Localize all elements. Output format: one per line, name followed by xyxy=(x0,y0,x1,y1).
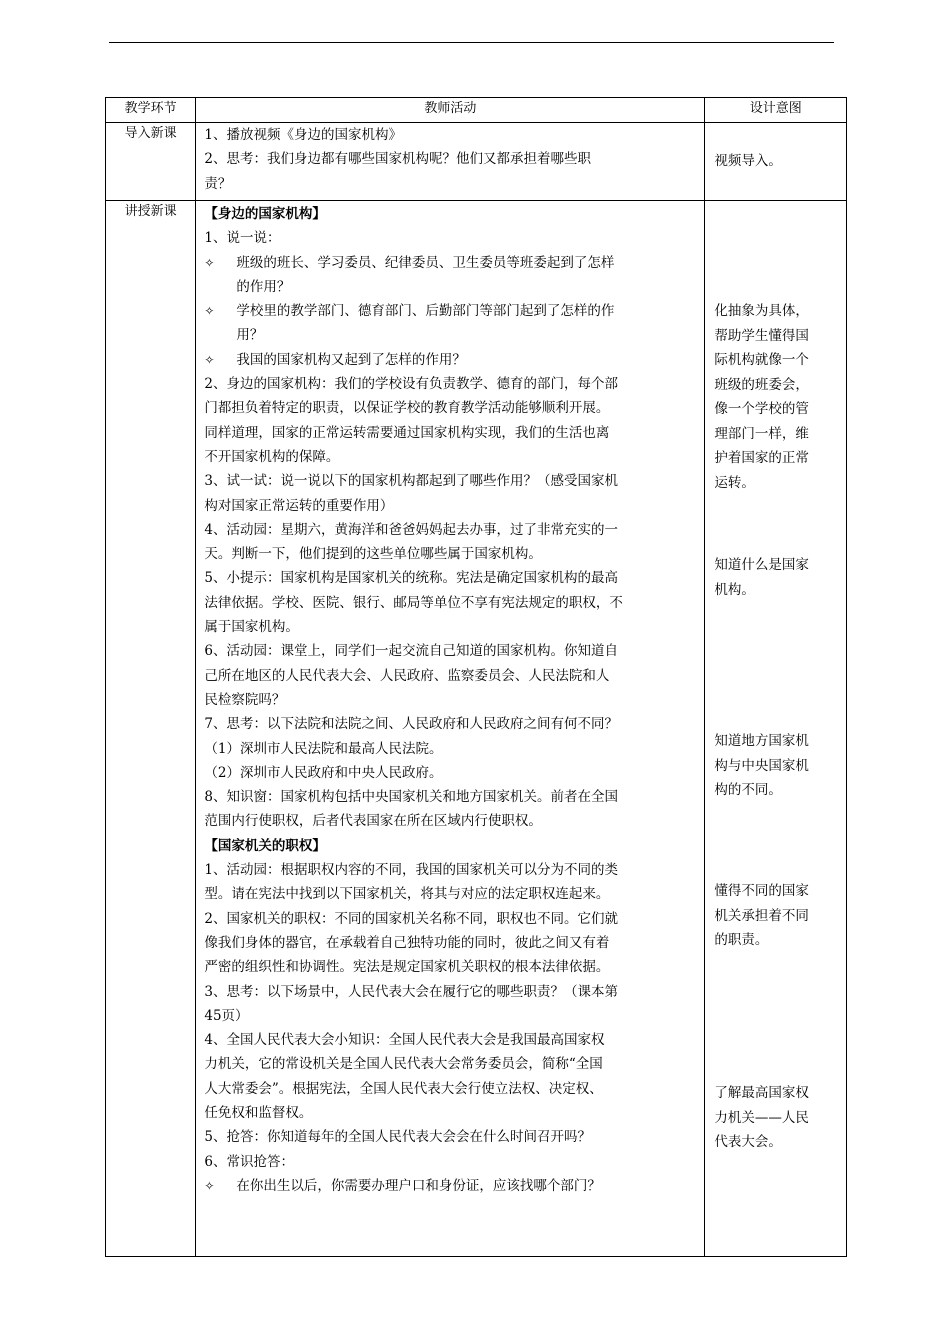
diamond-bullet-icon: ✧ xyxy=(204,1178,215,1193)
activity-line: 范围内行使职权，后者代表国家在所在区域内行使职权。 xyxy=(204,813,542,830)
bullet-line: 在你出生以后，你需要办理户口和身份证，应该找哪个部门？ xyxy=(236,1177,601,1194)
header-stage: 教学环节 xyxy=(106,98,196,123)
activity-line: 8、知识窗：国家机构包括中央国家机关和地方国家机关。前者在全国 xyxy=(204,789,618,806)
activity-line: 型。请在宪法中找到以下国家机关，将其与对应的法定职权连起来。 xyxy=(204,886,610,903)
teach-notes xyxy=(705,201,847,1257)
intro-line: 1、播放视频《身边的国家机构》 xyxy=(204,127,402,143)
activity-line: 1、活动园：根据职权内容的不同，我国的国家机关可以分为不同的类 xyxy=(204,862,618,879)
activity-line: 4、活动园：星期六，黄海洋和爸爸妈妈起去办事，过了非常充实的一 xyxy=(204,521,618,538)
section-title-agency-powers: 【国家机关的职权】 xyxy=(204,837,326,854)
design-note xyxy=(714,553,842,602)
note-line: 护着国家的正常 xyxy=(714,450,809,466)
activity-line: 不开国家机构的保障。 xyxy=(204,448,340,465)
activity-line: 45页） xyxy=(204,1007,249,1024)
activity-line: 力机关，它的常设机关是全国人民代表大会常务委员会，简称“全国 xyxy=(204,1056,603,1073)
activity-line: 门都担负着特定的职责，以保证学校的教育教学活动能够顺利开展。 xyxy=(204,400,610,417)
note-line: 际机构就像一个 xyxy=(714,352,809,368)
activity-line: 任免权和监督权。 xyxy=(204,1104,313,1121)
note-line: 化抽象为具体， xyxy=(714,303,809,319)
diamond-bullet-icon: ✧ xyxy=(204,352,215,367)
intro-note: 视频导入。 xyxy=(705,123,847,201)
intro-line: 2、思考：我们身边都有哪些国家机构呢？他们又都承担着哪些职 xyxy=(204,151,591,168)
diamond-bullet-icon: ✧ xyxy=(204,304,215,319)
bullet-line: 我国的国家机构又起到了怎样的作用？ xyxy=(236,351,466,368)
design-note xyxy=(714,879,842,953)
bullet-item xyxy=(204,251,698,300)
activity-line: 3、试一试：说一说以下的国家机构都起到了哪些作用？（感受国家机 xyxy=(204,473,618,490)
activity-line: 民检察院吗？ xyxy=(204,691,286,708)
note-line: 运转。 xyxy=(714,474,755,491)
section2-body xyxy=(204,858,698,1174)
bullet-item xyxy=(204,1174,698,1198)
header-rule xyxy=(109,42,834,43)
activity-line: （1）深圳市人民法院和最高人民法院。 xyxy=(204,740,443,757)
bullet-line: 学校里的教学部门、德育部门、后勤部门等部门起到了怎样的作 xyxy=(236,303,615,320)
activity-line: 天。判断一下，他们提到的这些单位哪些属于国家机构。 xyxy=(204,546,542,563)
header-design-intent: 设计意图 xyxy=(705,98,847,123)
note-line: 力机关——人民 xyxy=(714,1109,809,1126)
intro-row xyxy=(106,123,847,201)
lesson-plan-table xyxy=(105,97,847,1257)
note-line: 知道什么是国家 xyxy=(714,557,809,573)
note-line: 像一个学校的管 xyxy=(714,401,809,417)
activity-line: 同样道理，国家的正常运转需要通过国家机构实现，我们的生活也离 xyxy=(204,424,610,441)
note-line: 了解最高国家权 xyxy=(714,1085,809,1101)
activity-line: 5、小提示：国家机构是国家机关的统称。宪法是确定国家机构的最高 xyxy=(204,570,618,587)
bullet-item xyxy=(204,299,698,348)
diamond-bullet-icon: ✧ xyxy=(204,255,215,270)
activity-line: 构对国家正常运转的重要作用） xyxy=(204,497,394,514)
activity-line: 己所在地区的人民代表大会、人民政府、监察委员会、人民法院和人 xyxy=(204,667,610,684)
note-line: 知道地方国家机 xyxy=(714,733,809,749)
activity-line: 法律依据。学校、医院、银行、邮局等单位不享有宪法规定的职权，不 xyxy=(204,594,623,611)
activity-line: 6、活动园：课堂上，同学们一起交流自己知道的国家机构。你知道自 xyxy=(204,643,618,660)
teach-stage: 讲授新课 xyxy=(106,201,196,1257)
note-line: 的职责。 xyxy=(714,932,769,948)
note-line: 班级的班委会， xyxy=(714,376,809,393)
note-line: 构与中央国家机 xyxy=(714,757,809,774)
note-line: 理部门一样，维 xyxy=(714,425,809,442)
intro-stage: 导入新课 xyxy=(106,123,196,201)
activity-line: 严密的组织性和协调性。宪法是规定国家机关职权的根本法律依据。 xyxy=(204,959,610,976)
activity-line: （2）深圳市人民政府和中央人民政府。 xyxy=(204,764,443,781)
activity-line: 7、思考：以下法院和法院之间、人民政府和人民政府之间有何不同？ xyxy=(204,716,618,733)
activity-line: 2、身边的国家机构：我们的学校设有负责教学、德育的部门，每个部 xyxy=(204,376,618,393)
teach-activity xyxy=(196,201,705,1257)
intro-activity xyxy=(196,123,705,201)
activity-line: 5、抢答：你知道每年的全国人民代表大会会在什么时间召开吗？ xyxy=(204,1129,591,1146)
activity-line: 像我们身体的器官，在承载着自己独特功能的同时，彼此之间又有着 xyxy=(204,934,610,951)
note-line: 代表大会。 xyxy=(714,1134,782,1150)
activity-line: 人大常委会”。根据宪法，全国人民代表大会行使立法权、决定权、 xyxy=(204,1080,603,1097)
design-note xyxy=(714,299,842,495)
bullet-line: 用？ xyxy=(236,327,264,344)
activity-line: 6、常识抢答： xyxy=(204,1153,294,1170)
section-title-nearby-agencies: 【身边的国家机构】 xyxy=(204,206,326,222)
activity-line: 1、说一说： xyxy=(204,230,281,247)
table-header-row xyxy=(106,98,847,123)
teach-row xyxy=(106,201,847,1257)
note-line: 机构。 xyxy=(714,581,755,598)
bullet-line: 的作用？ xyxy=(236,278,291,295)
note-line: 构的不同。 xyxy=(714,782,782,798)
design-note xyxy=(714,729,842,803)
activity-line: 3、思考：以下场景中，人民代表大会在履行它的哪些职责？（课本第 xyxy=(204,983,618,1000)
header-teacher-activity: 教师活动 xyxy=(196,98,705,123)
section1-body xyxy=(204,372,698,834)
activity-line: 属于国家机构。 xyxy=(204,619,299,636)
activity-line: 4、全国人民代表大会小知识：全国人民代表大会是我国最高国家权 xyxy=(204,1032,605,1049)
bullet-item xyxy=(204,348,698,372)
intro-line: 责？ xyxy=(204,175,232,192)
design-note xyxy=(714,1081,842,1155)
note-line: 机关承担着不同 xyxy=(714,907,809,924)
note-line: 帮助学生懂得国 xyxy=(714,327,809,344)
bullet-line: 班级的班长、学习委员、纪律委员、卫生委员等班委起到了怎样 xyxy=(236,254,615,271)
note-line: 懂得不同的国家 xyxy=(714,883,809,899)
activity-line: 2、国家机关的职权：不同的国家机关名称不同，职权也不同。它们就 xyxy=(204,910,618,927)
